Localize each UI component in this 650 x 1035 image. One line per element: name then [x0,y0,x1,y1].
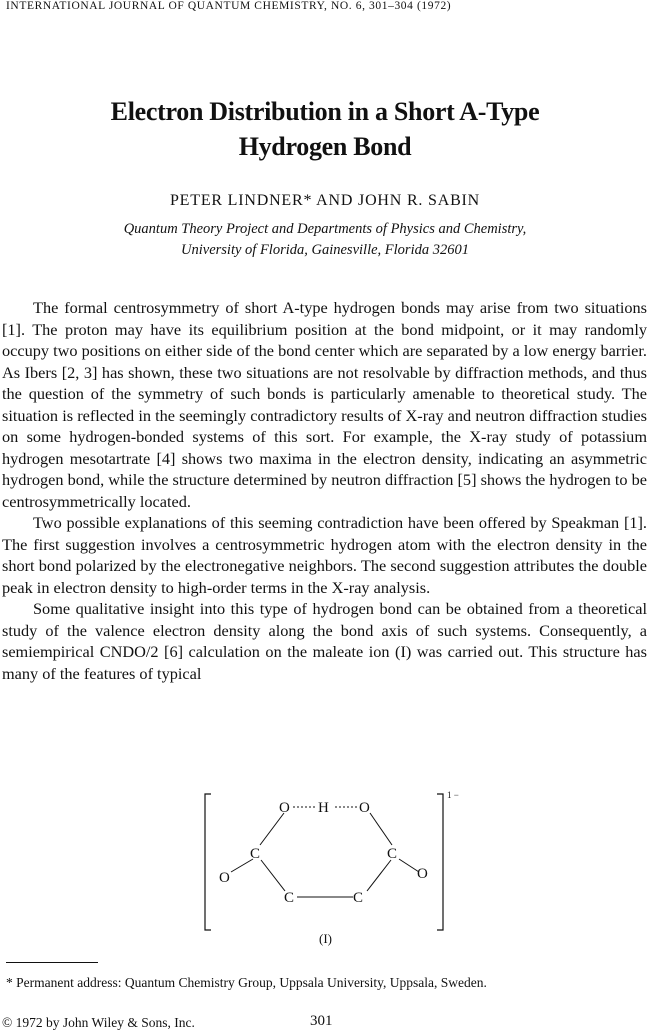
paragraph-2: Two possible explanations of this seeming contradiction have been offered by Speakman [1]. The first suggestion involves a centrosymmetric hydrogen atom with the electron density in the short bond polarized by the electronegative neighbors. The second suggestion attributes the double peak in electron density to high-order terms in the X-ray analysis. [2,513,647,597]
atom-c-left: C [250,846,261,862]
title-line-1: Electron Distribution in a Short A-Type [110,97,540,126]
affiliation-line-1: Quantum Theory Project and Departments of Physics and Chemistry, [123,221,527,237]
atom-c-right: C [387,846,398,862]
paragraph-3: Some qualitative insight into this type of hydrogen bond can be obtained from a theoretical study of the valence electron density along the bond axis of such systems. Consequently, a semiempirical CNDO/2 [6] calculation on the maleate ion (I) was carried out. This structure has many of the features of typical [2,599,647,683]
affiliation-line-2: University of Florida, Gainesville, Florida 32601 [181,242,469,258]
structure-label: (I) [319,931,332,946]
footnote: * Permanent address: Quantum Chemistry Group, Uppsala University, Uppsala, Sweden. [6,975,487,990]
atom-c-bottom-left: C [284,890,295,906]
title-line-2: Hydrogen Bond [238,132,412,161]
atom-o-top-left: O [279,800,290,816]
footnote-rule [6,962,98,963]
journal-header: INTERNATIONAL JOURNAL OF QUANTUM CHEMISTRY, NO. 6, 301–304 (1972) [6,0,452,12]
affiliation [0,219,650,261]
ion-charge: 1 − [447,790,459,800]
page-number: 301 [310,1013,333,1029]
atom-h: H [318,800,329,816]
atom-o-top-right: O [359,800,370,816]
atom-o-left: O [219,870,230,886]
paper-title [0,94,650,164]
paragraph-1: The formal centrosymmetry of short A-type hydrogen bonds may arise from two situations [1]. The proton may have its equilibrium position at the bond midpoint, or it may randomly occupy two positions on either side of the bond center which are separated by a low energy barrier. As Ibers [2, 3] has shown, these two situations are not resolvable by diffraction methods, and thus the question of the symmetry of such bonds is particularly amenable to theoretical study. The situation is reflected in the seemingly contradictory results of X-ray and neutron diffraction studies on some hydrogen-bonded systems of this sort. For example, the X-ray study of potassium hydrogen mesotartrate [4] shows two maxima in the electron density, indicating an asymmetric hydrogen bond, while the structure determined by neutron diffraction [5] shows the hydrogen to be centrosymmetrically located. [2,298,647,511]
atom-o-right: O [417,866,428,882]
authors: PETER LINDNER* AND JOHN R. SABIN [169,192,481,209]
copyright: © 1972 by John Wiley & Sons, Inc. [2,1015,195,1030]
atom-c-bottom-right: C [353,890,364,906]
body-text [2,297,647,684]
maleate-ion-structure [195,788,460,948]
